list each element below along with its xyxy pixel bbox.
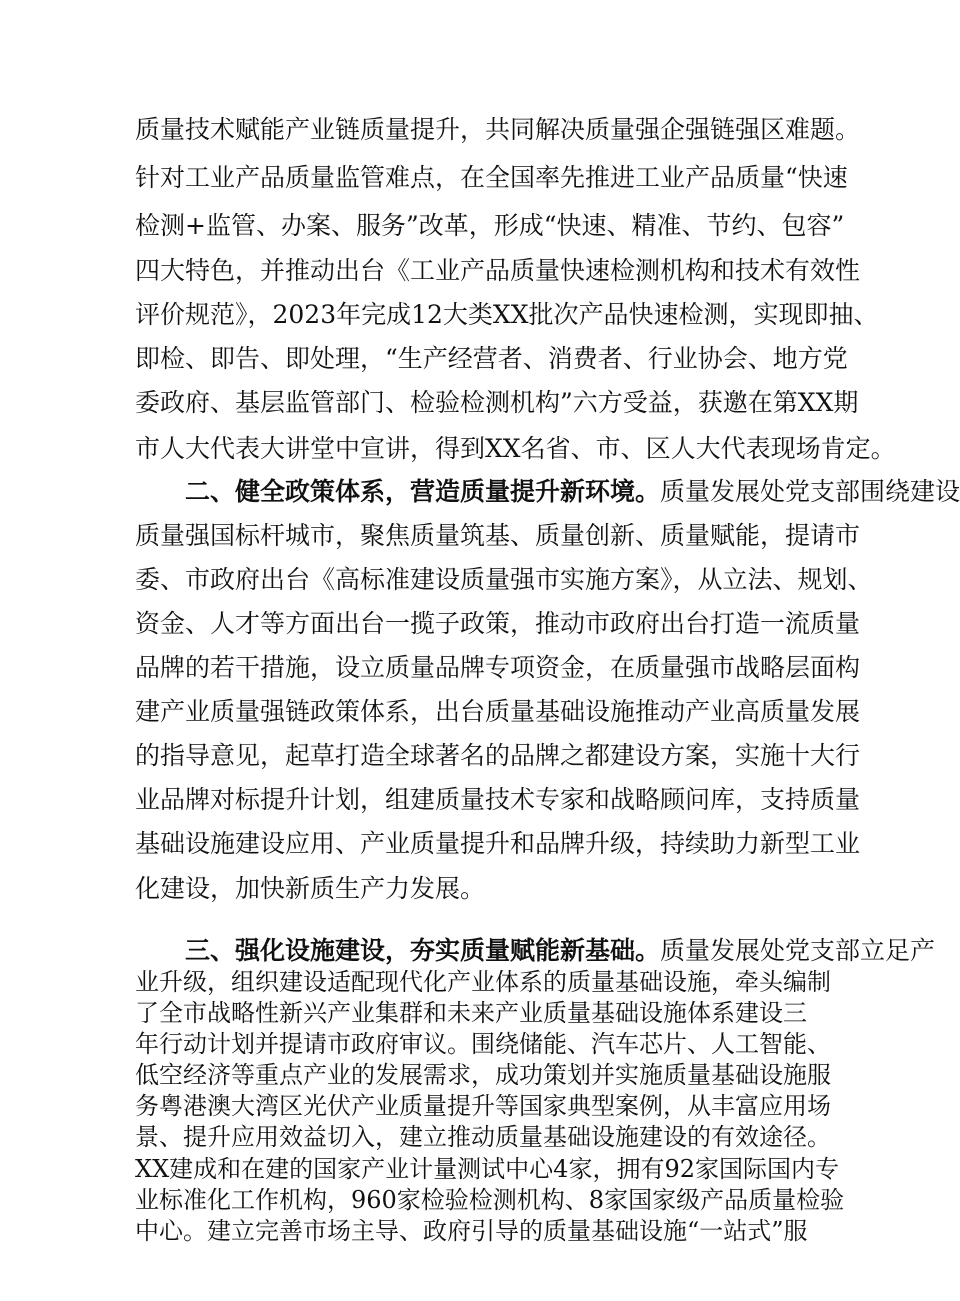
p2-line-7: 的指导意见，起草打造全球著名的品牌之都建设方案，实施十大行	[135, 741, 861, 770]
p2-line-9: 基础设施建设应用、产业质量提升和品牌升级，持续助力新型工业	[135, 829, 861, 858]
p2-line-3: 委、市政府出台《高标准建设质量强市实施方案》，从立法、规划、	[135, 565, 873, 594]
p1-line-5: 评价规范》，2023年完成12大类XX批次产品快速检测，实现即抽、	[135, 300, 879, 329]
p1-line-4: 四大特色，并推动出台《工业产品质量快速检测机构和技术有效性	[135, 256, 861, 285]
p2-first-line-text: 质量发展处党支部围绕建设	[660, 477, 960, 506]
p2-line-4: 资金、人才等方面出台一揽子政策，推动市政府出台打造一流质量	[135, 609, 861, 638]
p3-line-4: 年行动计划并提请市政府审议。围绕储能、汽车芯片、人工智能、	[135, 1030, 831, 1058]
p2-line-8: 业品牌对标提升计划，组建质量技术专家和战略顾问库，支持质量	[135, 785, 861, 814]
p2-line-5: 品牌的若干措施，设立质量品牌专项资金，在质量强市战略层面构	[135, 653, 861, 682]
p2-line-10: 化建设，加快新质生产力发展。	[135, 874, 486, 903]
p3-line-2: 业升级，组织建设适配现代化产业体系的质量基础设施，牵头编制	[135, 968, 831, 996]
p1-line-6: 即检、即告、即处理，“生产经营者、消费者、行业协会、地方党	[135, 344, 848, 373]
p3-line-5: 低空经济等重点产业的发展需求，成功策划并实施质量基础设施服	[135, 1061, 831, 1089]
p3-first-line	[185, 934, 936, 968]
p1-line-3: 检测+监管、办案、服务”改革，形成“快速、精准、节约、包容”	[135, 211, 845, 240]
p3-line-9: 业标准化工作机构，960家检验检测机构、8家国家级产品质量检验	[135, 1186, 845, 1214]
p2-heading: 二、健全政策体系，营造质量提升新环境。	[185, 477, 661, 506]
p3-line-6: 务粤港澳大湾区光伏产业质量提升等国家典型案例，从丰富应用场	[135, 1092, 831, 1120]
p3-first-line-text: 质量发展处党支部立足产	[660, 936, 936, 965]
p2-first-line	[185, 475, 960, 509]
p1-line-8: 市人大代表大讲堂中宣讲，得到XX名省、市、区人大代表现场肯定。	[135, 434, 896, 463]
p1-line-7: 委政府、基层监管部门、检验检测机构”六方受益，获邀在第XX期	[135, 388, 859, 417]
p3-line-10: 中心。建立完善市场主导、政府引导的质量基础设施“一站式”服	[135, 1217, 808, 1245]
p2-line-2: 质量强国标杆城市，聚焦质量筑基、质量创新、质量赋能，提请市	[135, 521, 861, 550]
p1-line-1: 质量技术赋能产业链质量提升，共同解决质量强企强链强区难题。	[135, 115, 861, 144]
p3-line-3: 了全市战略性新兴产业集群和未来产业质量基础设施体系建设三	[135, 999, 807, 1027]
p3-line-7: 景、提升应用效益切入，建立推动质量基础设施建设的有效途径。	[135, 1123, 831, 1151]
p3-heading: 三、强化设施建设，夯实质量赋能新基础。	[185, 936, 661, 965]
p2-line-6: 建产业质量强链政策体系，出台质量基础设施推动产业高质量发展	[135, 697, 861, 726]
p1-line-2: 针对工业产品质量监管难点，在全国率先推进工业产品质量“快速	[135, 163, 848, 192]
p3-line-8: XX建成和在建的国家产业计量测试中心4家，拥有92家国际国内专	[135, 1155, 839, 1183]
